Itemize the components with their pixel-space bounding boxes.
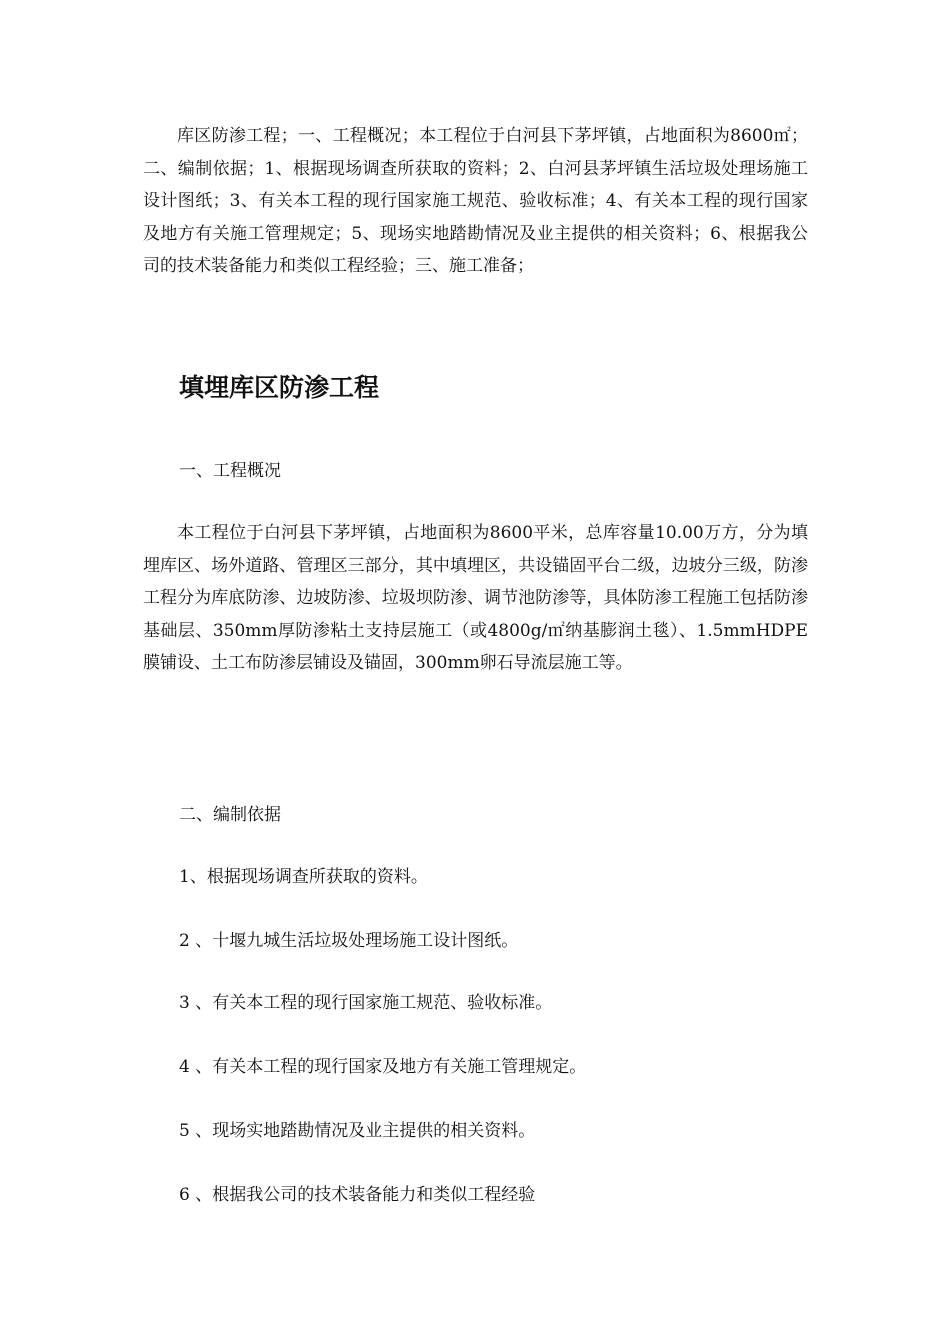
section1-heading: 一、工程概况 bbox=[179, 461, 281, 481]
section2-heading: 二、编制依据 bbox=[179, 805, 281, 825]
basis-item: 1、根据现场调查所获取的资料。 bbox=[179, 867, 428, 887]
section1-body: 本工程位于白河县下茅坪镇，占地面积为8600平米，总库容量10.00万方，分为填埋库区、场外道路、管理区三部分，其中填埋区，共设锚固平台二级，边坡分三级，防渗工程分为库底防渗、边坡防渗、垃圾坝防渗、调节池防渗等，具体防渗工程施工包括防渗基础层、350mm厚防渗粘土支持层施工（或4800g/㎡纳基膨润土毯）、1.5mmHDPE膜铺设、土工布防渗层铺设及锚固，300mm卵石导流层施工等。 bbox=[143, 523, 808, 673]
basis-item: 4 、有关本工程的现行国家及地方有关施工管理规定。 bbox=[179, 1057, 587, 1077]
document-title: 填埋库区防渗工程 bbox=[179, 373, 380, 402]
basis-item: 6 、根据我公司的技术装备能力和类似工程经验 bbox=[179, 1185, 536, 1205]
intro-paragraph: 库区防渗工程；一、工程概况；本工程位于白河县下茅坪镇，占地面积为8600㎡；二、编制依据；1、根据现场调查所获取的资料；2、白河县茅坪镇生活垃圾处理场施工设计图纸；3、有关本工程的现行国家施工规范、验收标准；4、有关本工程的现行国家及地方有关施工管理规定；5、现场实地踏勘情况及业主提供的相关资料；6、根据我公司的技术装备能力和类似工程经验；三、施工准备； bbox=[143, 126, 808, 276]
basis-item: 2 、十堰九城生活垃圾处理场施工设计图纸。 bbox=[179, 931, 519, 951]
basis-item: 5 、现场实地踏勘情况及业主提供的相关资料。 bbox=[179, 1121, 536, 1141]
basis-item: 3 、有关本工程的现行国家施工规范、验收标准。 bbox=[179, 993, 553, 1013]
